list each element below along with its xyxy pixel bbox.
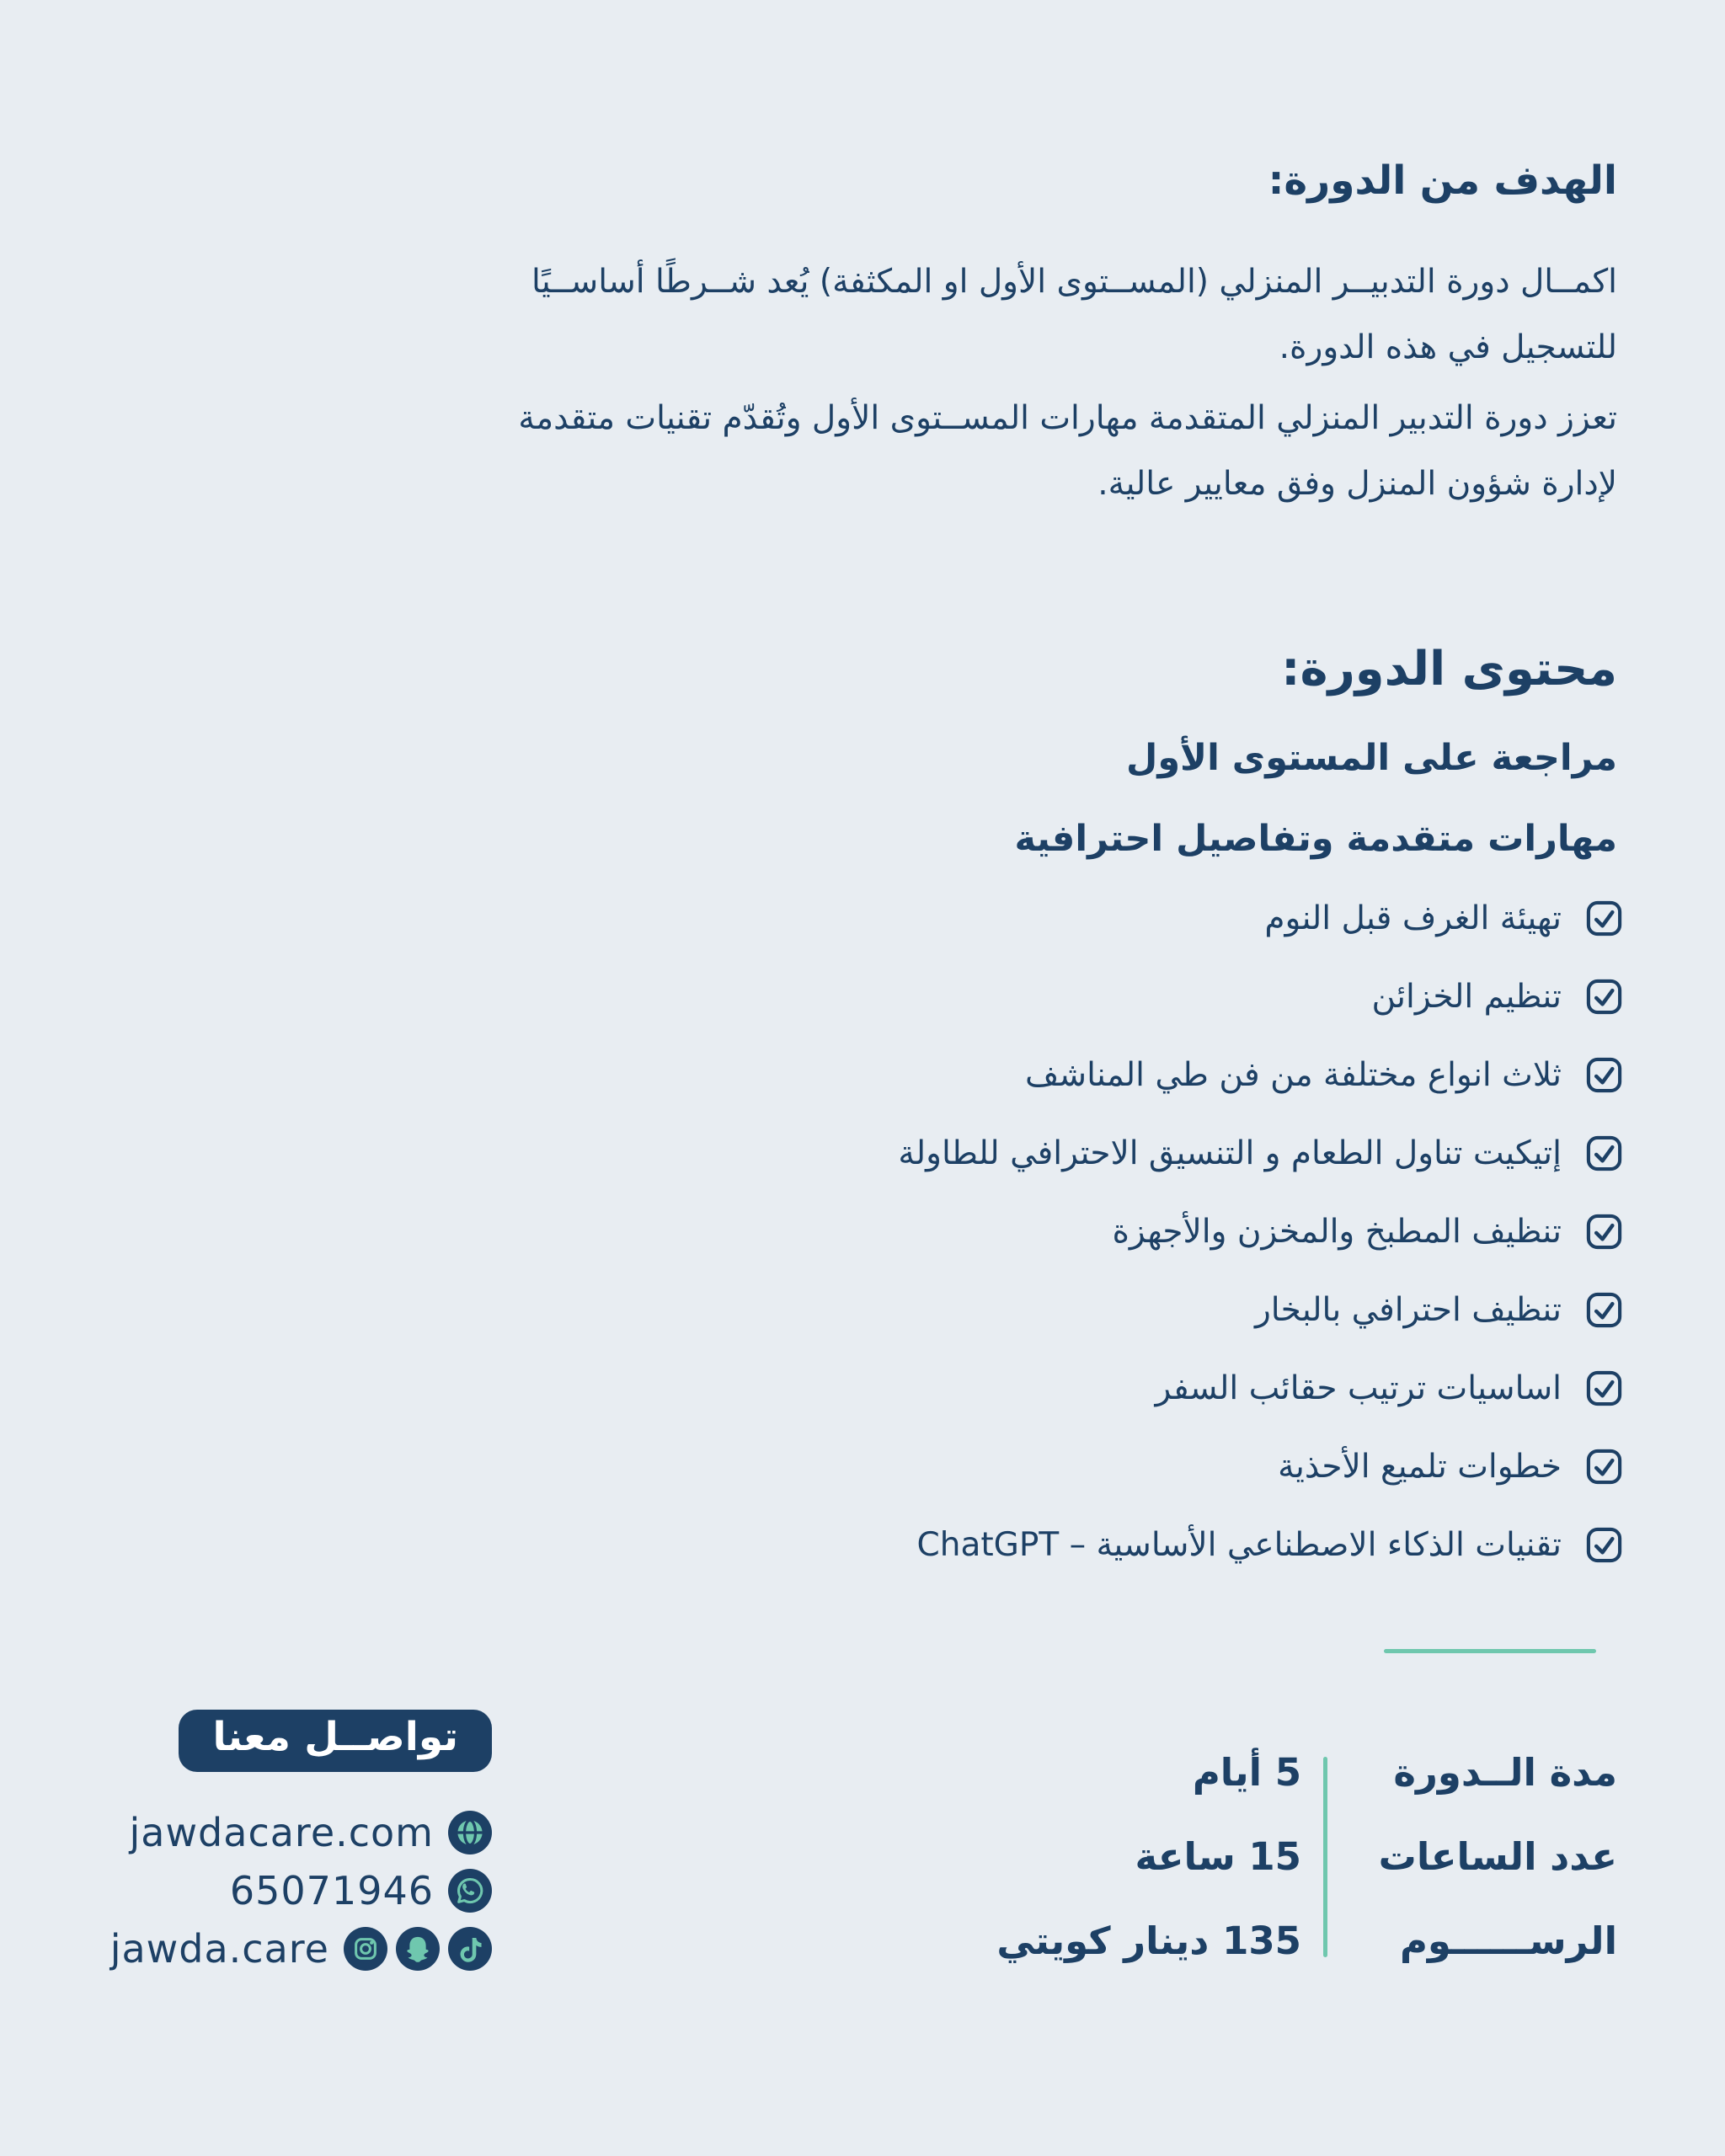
content-subheading-1: مراجعة على المستوى الأول [1126,737,1617,779]
website-row[interactable] [129,1806,492,1860]
checkbox-checked-icon [1584,1290,1624,1330]
goal-paragraph-2-line-2: لإدارة شؤون المنزل وفق معايير عالية. [1097,465,1617,503]
details-values [996,1731,1301,1983]
social-handle[interactable]: jawda.care [109,1926,329,1972]
phone-row[interactable] [230,1864,492,1918]
checkbox-checked-icon [1584,1369,1624,1408]
whatsapp-icon[interactable] [448,1869,492,1913]
social-icons [344,1927,492,1971]
checkbox-checked-icon [1584,1134,1624,1173]
list-item-label: اساسيات ترتيب حقائب السفر [1155,1369,1562,1407]
instagram-icon[interactable] [344,1927,387,1971]
goal-section-title: الهدف من الدورة: [1268,157,1617,205]
content-section-title: محتوى الدورة: [1281,642,1617,697]
checkbox-checked-icon [1584,1447,1624,1486]
globe-icon[interactable] [448,1811,492,1854]
list-item-label: خطوات تلميع الأحذية [1278,1448,1562,1486]
fees-value: 135 دينار كويتي [996,1919,1301,1963]
snapchat-icon[interactable] [396,1927,440,1971]
contact-badge: تواصــل معنا [179,1710,492,1772]
course-content-checklist [101,879,1624,1584]
content-subheadings [1015,718,1617,879]
goal-paragraph-1-line-1: اكمــال دورة التدبيــر المنزلي (المســتوى الأول او المكثفة) يُعد شــرطًا أساســيًا [531,263,1617,301]
checkbox-checked-icon [1584,1212,1624,1251]
list-item-label: تنظيف المطبخ والمخزن والأجهزة [1112,1213,1562,1251]
checkbox-checked-icon [1584,899,1624,938]
fees-label: الرســــــوم [1399,1919,1617,1963]
list-item [101,1036,1624,1114]
goal-paragraph-2-line-1: تعزز دورة التدبير المنزلي المتقدمة مهارات المســتوى الأول وتُقدّم تقنيات متقدمة [518,399,1617,437]
goal-paragraphs [108,249,1617,517]
hours-value: 15 ساعة [1135,1834,1301,1879]
content-subheading-2: مهارات متقدمة وتفاصيل احترافية [1014,818,1617,860]
details-vertical-divider [1323,1757,1327,1957]
list-item-label: إتيكيت تناول الطعام و التنسيق الاحترافي للطاولة [898,1134,1562,1172]
goal-paragraph-1-line-2: للتسجيل في هذه الدورة. [1279,328,1617,366]
list-item [101,1271,1624,1349]
goal-paragraph-2 [108,386,1617,517]
social-row[interactable] [110,1922,492,1976]
list-item-label: تنظيف احترافي بالبخار [1254,1291,1562,1329]
duration-label: مدة الــدورة [1393,1750,1617,1795]
checkbox-checked-icon [1584,1055,1624,1095]
phone-number[interactable]: 65071946 [229,1868,434,1913]
contact-section [88,1710,492,1976]
list-item [101,958,1624,1036]
tiktok-icon[interactable] [448,1927,492,1971]
list-item-label: تنظيم الخزائن [1371,978,1562,1016]
duration-value: 5 أيام [1192,1750,1301,1795]
list-item-label: ثلاث انواع مختلفة من فن طي المناشف [1025,1056,1562,1094]
list-item [101,1506,1624,1584]
list-item-label: تقنيات الذكاء الاصطناعي الأساسية – ChatGPT [916,1526,1562,1564]
details-labels [1349,1731,1617,1983]
list-item [101,1349,1624,1428]
details-top-divider [1384,1649,1596,1653]
checkbox-checked-icon [1584,1525,1624,1565]
list-item [101,1428,1624,1506]
goal-paragraph-1 [108,249,1617,381]
course-details [996,1731,1617,1983]
checkbox-checked-icon [1584,977,1624,1017]
website-url[interactable]: jawdacare.com [129,1810,434,1855]
list-item [101,1114,1624,1193]
list-item [101,879,1624,958]
list-item [101,1193,1624,1271]
list-item-label: تهيئة الغرف قبل النوم [1264,899,1562,937]
hours-label: عدد الساعات [1378,1834,1617,1879]
